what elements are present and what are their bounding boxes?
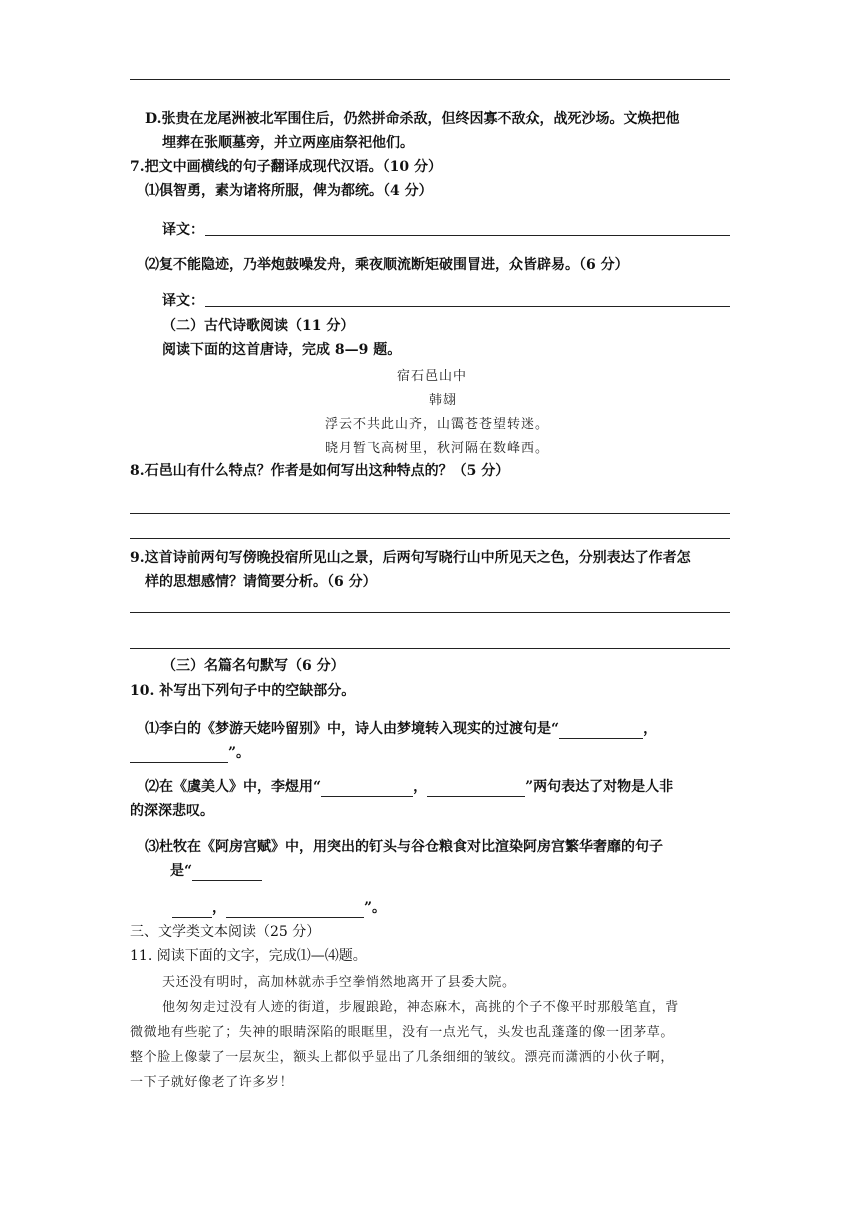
q11-paragraph-2-line1: 他匆匆走过没有人迹的街道，步履踉跄，神态麻木，高挑的个子不像平时那般笔直，背 xyxy=(162,1000,679,1015)
q10-item3-line2 xyxy=(170,861,262,881)
q10-prompt: 10. 补写出下列句子中的空缺部分。 xyxy=(130,683,356,699)
q7-sentence-2: ⑵复不能隐迹，乃举炮鼓噪发舟，乘夜顺流断矩破围冒进，众皆辟易。（6 分） xyxy=(145,257,629,273)
part3-heading: 三、文学类文本阅读（25 分） xyxy=(130,924,321,940)
poem-author: 韩翃 xyxy=(429,393,458,408)
q10-item2-blank-1[interactable] xyxy=(321,782,413,797)
q10-item1-comma: ， xyxy=(643,721,658,737)
q10-item2-text-b: ”两句表达了对物是人非 xyxy=(525,779,674,795)
q10-item1-end: ”。 xyxy=(228,745,251,761)
q10-item3-line1: ⑶杜牧在《阿房宫赋》中，用突出的钉头与谷仓粮食对比渲染阿房宫繁华奢靡的句子 xyxy=(145,839,663,855)
q8-answer-line-2[interactable] xyxy=(130,538,730,539)
q11-paragraph-2-line4: 一下子就好像老了许多岁！ xyxy=(130,1075,294,1090)
q8-answer-line-1[interactable] xyxy=(130,513,730,514)
q6-option-d-line2: 埋葬在张顺墓旁，并立两座庙祭祀他们。 xyxy=(162,135,414,151)
q7-answer-label-1: 译文： xyxy=(162,222,204,238)
q10-item3-comma: ， xyxy=(212,900,226,916)
q10-item1-text: ⑴李白的《梦游天姥吟留别》中，诗人由梦境转入现实的过渡句是“ xyxy=(145,721,560,737)
section2-instruction: 阅读下面的这首唐诗，完成 8—9 题。 xyxy=(162,342,402,358)
q7-answer-label-2: 译文： xyxy=(162,293,204,309)
poem-line-2: 晓月暂飞高树里，秋河隔在数峰西。 xyxy=(325,441,550,456)
q10-item2-blank-2[interactable] xyxy=(427,782,525,797)
q7-sentence-1: ⑴俱智勇，素为诸将所服，俾为都统。（4 分） xyxy=(145,183,433,199)
q10-item3-end: ”。 xyxy=(364,900,387,916)
q11-paragraph-1: 天还没有明时，高加林就赤手空拳悄然地离开了县委大院。 xyxy=(162,975,516,990)
q10-item3-blank-2[interactable] xyxy=(172,903,212,918)
section2-heading: （二）古代诗歌阅读（11 分） xyxy=(162,318,355,334)
q11-paragraph-2-line3: 整个脸上像蒙了一层灰尘，额头上都似乎显出了几条细细的皱纹。漂亮而潇洒的小伙子啊， xyxy=(130,1050,675,1065)
q9-answer-line-1[interactable] xyxy=(130,612,730,613)
q10-item1-blank-1[interactable] xyxy=(559,724,643,739)
q9-prompt-line1: 9.这首诗前两句写傍晚投宿所见山之景，后两句写晓行山中所见天之色，分别表达了作者怎 xyxy=(130,550,691,566)
section3-heading: （三）名篇名句默写（6 分） xyxy=(162,658,345,674)
q9-answer-line-2[interactable] xyxy=(130,648,730,649)
q10-item3-blank-1[interactable] xyxy=(192,866,262,881)
poem-title: 宿石邑山中 xyxy=(397,369,468,384)
q10-item2-text: ⑵在《虞美人》中，李煜用“ xyxy=(145,779,322,795)
q7-prompt: 7.把文中画横线的句子翻译成现代汉语。（10 分） xyxy=(130,159,442,175)
q6-option-d-line1: D.张贵在龙尾洲被北军围住后，仍然拼命杀敌，但终因寡不敌众，战死沙场。文焕把他 xyxy=(145,111,680,127)
q10-item3-line3 xyxy=(172,898,386,918)
q11-prompt: 11. 阅读下面的文字，完成⑴—⑷题。 xyxy=(130,948,367,964)
q10-item1-blank-2[interactable] xyxy=(130,748,228,763)
q8-prompt: 8.石邑山有什么特点？作者是如何写出这种特点的？（5 分） xyxy=(130,463,510,479)
q10-item3-blank-3[interactable] xyxy=(226,903,364,918)
q7-answer-line-1[interactable] xyxy=(205,235,730,236)
q10-item1-line1 xyxy=(145,719,657,739)
q10-item2-line1 xyxy=(145,777,673,797)
q10-item2-line2: 的深深悲叹。 xyxy=(130,803,214,819)
header-rule xyxy=(130,79,730,80)
q11-paragraph-2-line2: 微微地有些驼了；失神的眼睛深陷的眼眶里，没有一点光气，头发也乱蓬蓬的像一团茅草。 xyxy=(130,1025,675,1040)
q10-item1-line2 xyxy=(130,743,250,763)
poem-line-1: 浮云不共此山齐，山霭苍苍望转迷。 xyxy=(325,417,550,432)
q9-prompt-line2: 样的思想感情？请简要分析。（6 分） xyxy=(145,574,377,590)
q10-item3-text-b: 是“ xyxy=(170,863,193,879)
q10-item2-comma: ， xyxy=(413,779,428,795)
q7-answer-line-2[interactable] xyxy=(205,306,730,307)
